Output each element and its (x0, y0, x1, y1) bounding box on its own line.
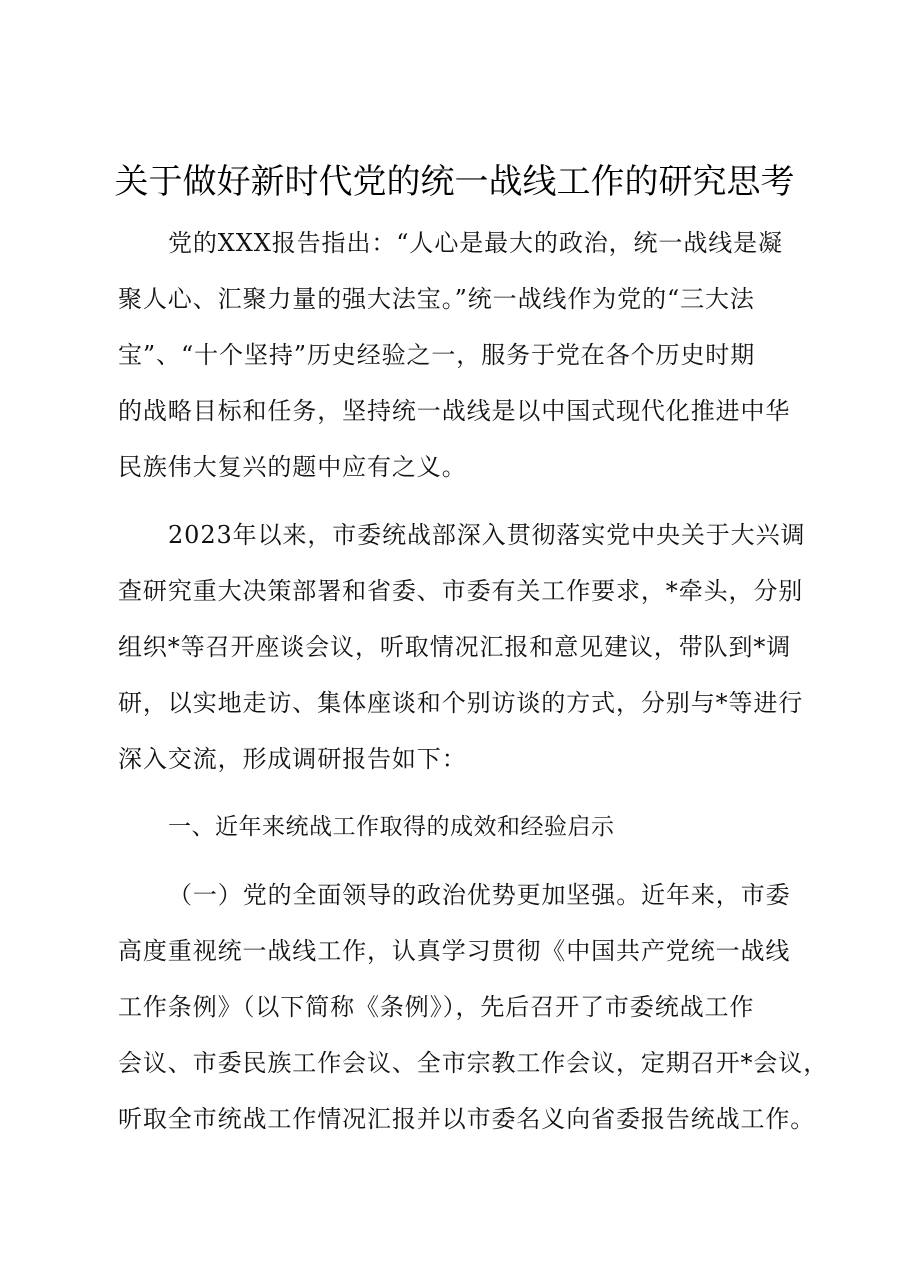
paragraph-line: 2023年以来，市委统战部深入贯彻落实党中央关于大兴调 (168, 521, 806, 549)
paragraph-line: 党的XXX报告指出：“人心是最大的政治，统一战线是凝 (168, 229, 783, 257)
paragraph-leadership (118, 867, 829, 1147)
paragraph-gap (118, 495, 808, 507)
paragraph-line: 研，以实地走访、集体座谈和个别访谈的方式，分别与*等进行 (118, 689, 804, 717)
document-body (118, 215, 829, 1147)
paragraph-gap (118, 787, 808, 799)
paragraph-line: （一）党的全面领导的政治优势更加坚强。近年来，市委 (168, 881, 791, 909)
paragraph-line: 高度重视统一战线工作，认真学习贯彻《中国共产党统一战线 (118, 937, 791, 965)
paragraph-line: 宝”、“十个坚持”历史经验之一，服务于党在各个历史时期 (118, 341, 756, 369)
section-heading: 一、近年来统战工作取得的成效和经验启示 (168, 814, 615, 840)
paragraph-line: 工作条例》（以下简称《条例》），先后召开了市委统战工作 (118, 993, 755, 1021)
paragraph-line: 民族伟大复兴的题中应有之义。 (118, 453, 467, 481)
paragraph-line: 听取全市统战工作情况汇报并以市委名义向省委报告统战工作。 (118, 1105, 816, 1133)
paragraph-research (118, 507, 808, 787)
paragraph-line: 组织*等召开座谈会议，听取情况汇报和意见建议，带队到*调 (118, 633, 792, 661)
paragraph-gap (118, 855, 808, 867)
paragraph-line: 查研究重大决策部署和省委、市委有关工作要求，*牵头，分别 (118, 577, 804, 605)
paragraph-line: 的战略目标和任务，坚持统一战线是以中国式现代化推进中华 (118, 397, 791, 425)
paragraph-intro (118, 215, 808, 495)
paragraph-line: 聚人心、汇聚力量的强大法宝。”统一战线作为党的“三大法 (118, 285, 755, 313)
paragraph-line: 深入交流，形成调研报告如下： (118, 745, 467, 773)
paragraph-line: 会议、市委民族工作会议、全市宗教工作会议，定期召开*会议， (118, 1049, 829, 1077)
document-title: 关于做好新时代党的统一战线工作的研究思考 (114, 162, 795, 202)
